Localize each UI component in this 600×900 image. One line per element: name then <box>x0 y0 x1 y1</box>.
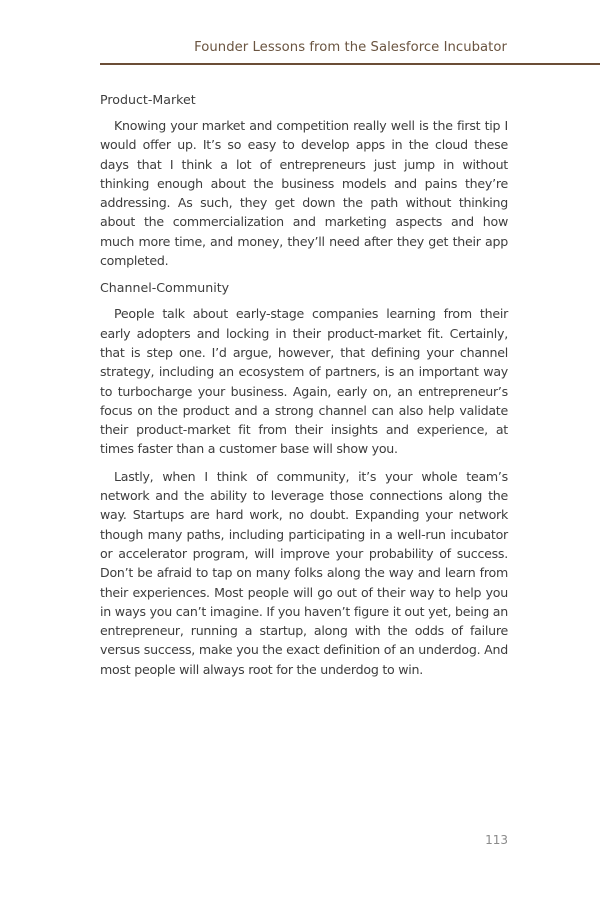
section-channel-community <box>100 278 508 679</box>
body-paragraph: Lastly, when I think of community, it’s your whole team’s network and the ability to leverage those connections along the way. Startups are hard work, no doubt. Expanding your network though many paths, including participating in a well-run incubator or accelerator program, will improve your probability of success. Don’t be afraid to tap on many folks along the way and learn from their experiences. Most people will go out of their way to help you in ways you can’t imagine. If you haven’t figure it out yet, being an entrepreneur, running a startup, along with the odds of failure versus success, make you the exact definition of an underdog. And most people will always root for the underdog to win. <box>100 468 508 677</box>
section-product-market <box>100 90 508 270</box>
page-body <box>100 90 508 687</box>
running-header-title: Founder Lessons from the Salesforce Incubator <box>194 40 507 55</box>
section-heading: Product-Market <box>100 92 196 107</box>
body-paragraph: Knowing your market and competition really well is the first tip I would offer up. It’s so easy to develop apps in the cloud these days that I think a lot of entrepreneurs just jump in without thinking enough about the business models and pains they’re addressing. As such, they get down the path without thinking about the commercialization and marketing aspects and how much more time, and money, they’ll need after they get their app completed. <box>100 118 508 269</box>
section-heading: Channel-Community <box>100 280 230 296</box>
header-rule <box>100 63 600 65</box>
body-paragraph: People talk about early-stage companies learning from their early adopters and locking in their product-market fit. Certainly, that is step one. I’d argue, however, that defining your channel strategy, including an ecosystem of partners, is an important way to turbocharge your business. Again, early on, an entrepreneur’s focus on the product and a strong channel can also help validate their product-market fit from their insights and experience, at times faster than a customer base will show you. <box>100 306 508 457</box>
page-number: 113 <box>485 833 508 847</box>
